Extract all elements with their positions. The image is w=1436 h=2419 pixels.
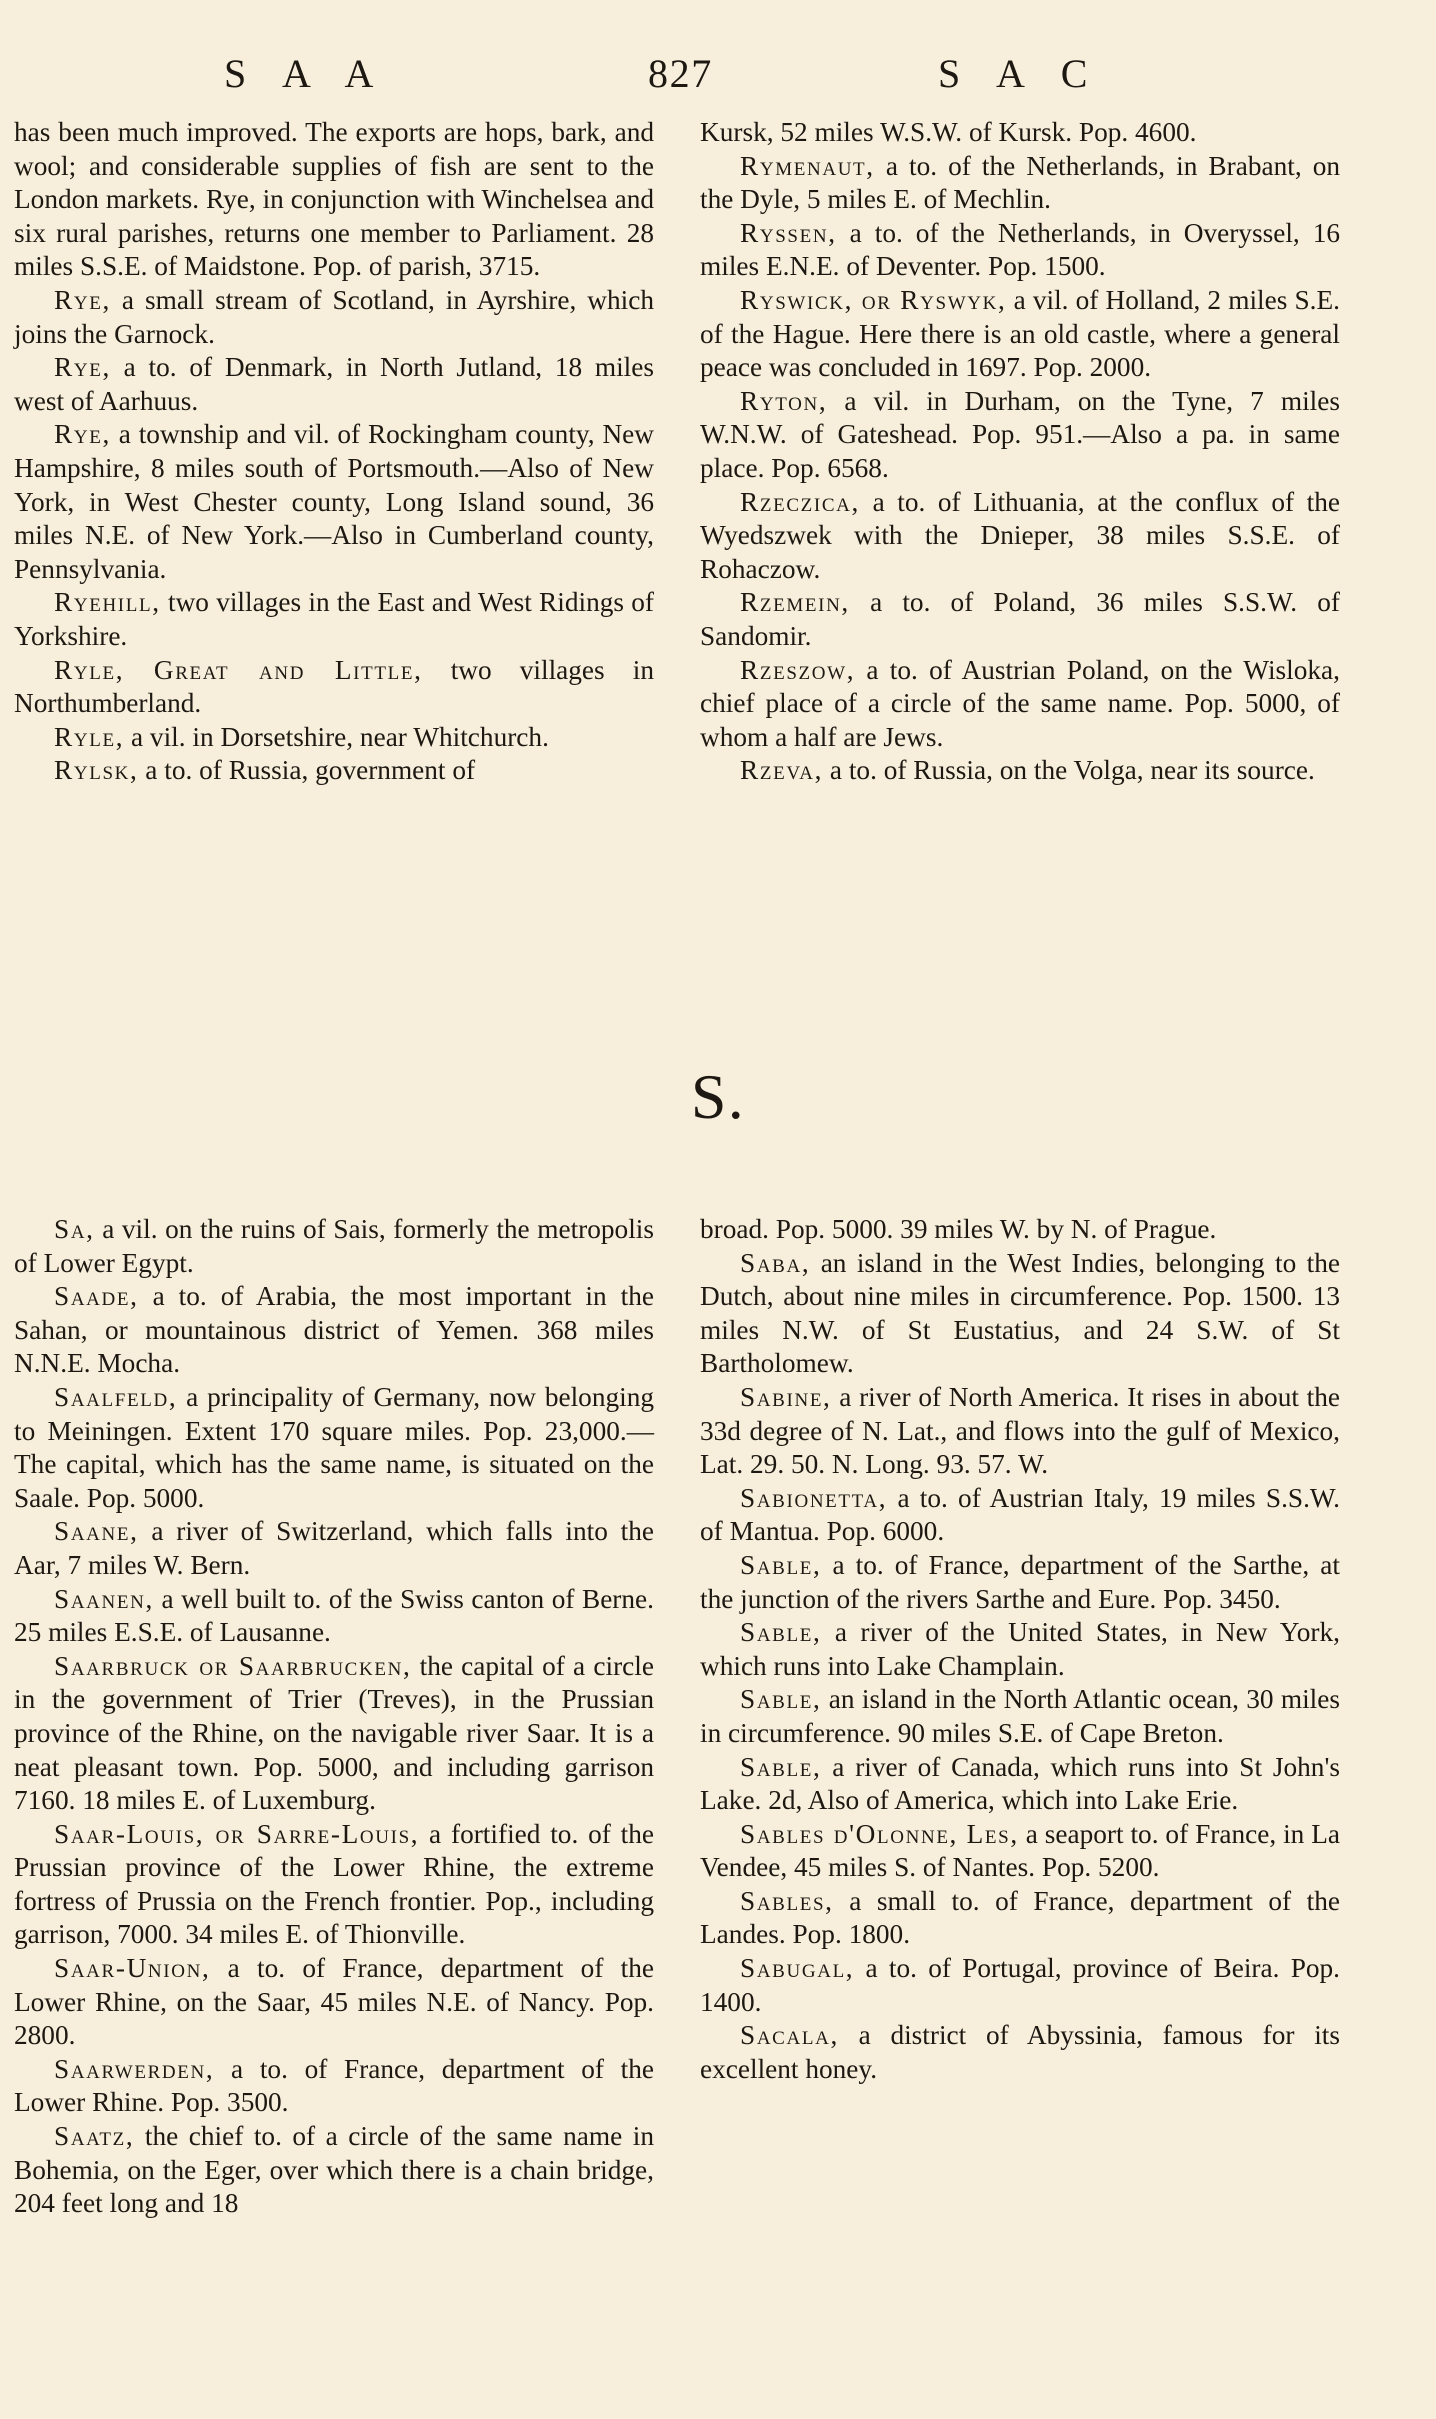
entry-headword: Rylsk, [54,755,139,786]
gazetteer-entry [14,284,654,351]
entry-text: a river of North America. It rises in about the 33d degree of N. Lat., and flows into the gulf of Mexico, Lat. 29. 50. N. Long. 93. 57. W. [700,1381,1340,1480]
entry-text: a vil. in Durham, on the Tyne, 7 miles W.N.W. of Gateshead. Pop. 951.—Also a pa. in same place. Pop. 6568. [700,385,1340,483]
entry-headword: Rzemein, [740,587,850,618]
lower-left-column [14,1213,654,2221]
entry-text: a to. of Austrian Poland, on the Wisloka, chief place of a circle of the same name. Pop. 5000, of whom a half are Jews. [700,654,1340,752]
entry-headword: Ryswick, or Ryswyk, [740,284,1007,315]
entry-text: a to. of Poland, 36 miles S.S.W. of Sandomir. [700,587,1340,651]
gazetteer-entry [700,586,1340,653]
entry-text: a to. of Denmark, in North Jutland, 18 miles west of Aarhuus. [14,352,654,416]
entry-headword: Saba, [740,1247,811,1278]
entry-text: a seaport to. of France, in La Vendee, 45 miles S. of Nantes. Pop. 5200. [700,1818,1340,1883]
entry-text: a vil. in Dorsetshire, near Whitchurch. [124,721,549,752]
entry-headword: Saanen, [54,1583,154,1614]
entry-headword: Rymenaut, [740,150,875,181]
entry-text: a river of the United States, in New York, which runs into Lake Champlain. [700,1617,1340,1681]
entry-headword: Ryssen, [740,217,837,248]
gazetteer-entry [14,654,654,721]
gazetteer-entry [14,1280,654,1381]
page-number: 827 [648,51,713,96]
gazetteer-entry [700,1549,1340,1616]
gazetteer-entry [700,217,1340,284]
gazetteer-entry [14,1213,654,1280]
gazetteer-entry [14,1381,654,1515]
gazetteer-entry [14,1583,654,1650]
entry-text: has been much improved. The exports are hops, bark, and wool; and considerable supplies of fish are sent to the London markets. Rye, in conjunction with Winchelsea and six rural parishes, returns one member to Parliament. 28 miles S.S.E. of Maidstone. Pop. of parish, 3715. [14,117,654,282]
gazetteer-entry [700,1683,1340,1750]
entry-headword: Sabionetta, [740,1482,888,1513]
gazetteer-entry [700,1247,1340,1381]
entry-headword: Saane, [54,1516,139,1547]
entry-text: a to. of Lithuania, at the conflux of the Wyedszwek with the Dnieper, 38 miles S.S.E. of Rohaczow. [700,486,1340,584]
gazetteer-entry [700,1751,1340,1818]
entry-text: the capital of a circle in the government of Trier (Treves), in the Prussian province of the Rhine, on the navigable river Saar. It is a neat pleasant town. Pop. 5000, and including garrison 7160. 18 miles E. of Luxemburg. [14,1650,654,1816]
entry-headword: Sacala, [740,2020,839,2051]
entry-headword: Ryehill, [54,587,161,618]
gazetteer-entry [700,385,1340,486]
entry-text: a vil. of Holland, 2 miles S.E. of the Hague. Here there is an old castle, where a general peace was concluded in 1697. Pop. 2000. [700,284,1340,383]
entry-headword: Sables, [740,1885,834,1916]
entry-headword: Sable, [740,1684,822,1715]
gazetteer-entry [14,1650,654,1818]
entry-headword: Sable, [740,1751,822,1782]
entry-text: a to. of Austrian Italy, 19 miles S.S.W. of Mantua. Pop. 6000. [700,1482,1340,1547]
entry-text: a to. of the Netherlands, in Brabant, on the Dyle, 5 miles E. of Mechlin. [700,150,1340,215]
entry-headword: Ryton, [740,385,828,416]
gazetteer-entry [700,1213,1340,1247]
running-head-left: S A A [224,51,388,96]
upper-right-column [700,116,1340,788]
entry-headword: Saarbruck or Saarbrucken, [54,1650,412,1681]
entry-headword: Ryle, Great and Little, [54,654,423,685]
entry-text: a to. of France, department of the Lower Rhine, on the Saar, 45 miles N.E. of Nancy. Pop. 2800. [14,1953,654,2051]
running-head-right: S A C [938,51,1102,96]
gazetteer-entry [700,1381,1340,1482]
entry-text: two villages in the East and West Ridings of Yorkshire. [14,587,654,651]
entry-text: a fortified to. of the Prussian province of the Lower Rhine, the extreme fortress of Prussia on the French frontier. Pop., including garrison, 7000. 34 miles E. of Thionville. [14,1818,654,1950]
gazetteer-entry [700,754,1340,788]
entry-headword: Saarwerden, [54,2053,215,2084]
entry-headword: Ryle, [54,721,125,752]
entry-headword: Sable, [740,1549,822,1580]
entry-text: an island in the North Atlantic ocean, 30 miles in circumference. 90 miles S.E. of Cape Breton. [700,1684,1340,1748]
gazetteer-entry [14,418,654,586]
entry-text: two villages in Northumberland. [14,654,654,719]
entry-headword: Rzeva, [740,755,824,786]
entry-text: a to. of the Netherlands, in Overyssel, 16 miles E.N.E. of Deventer. Pop. 1500. [700,217,1340,282]
entry-headword: Saatz, [54,2121,135,2152]
gazetteer-entry [700,2019,1340,2086]
entry-text: a district of Abyssinia, famous for its excellent honey. [700,2020,1340,2084]
gazetteer-entry [14,586,654,653]
entry-text: a to. of Russia, on the Volga, near its source. [823,755,1315,786]
entry-text: Kursk, 52 miles W.S.W. of Kursk. Pop. 4600. [700,117,1197,147]
entry-text: broad. Pop. 5000. 39 miles W. by N. of Prague. [700,1214,1217,1244]
entry-text: a river of Switzerland, which falls into the Aar, 7 miles W. Bern. [14,1516,654,1580]
entry-text: a to. of Portugal, province of Beira. Pop. 1400. [700,1953,1340,2017]
gazetteer-entry [700,1616,1340,1683]
entry-headword: Saade, [54,1281,139,1312]
entry-text: a principality of Germany, now belonging to Meiningen. Extent 170 square miles. Pop. 23,000.—The capital, which has the same name, is situated on the Saale. Pop. 5000. [14,1381,654,1513]
entry-text: a to. of France, department of the Lower Rhine. Pop. 3500. [14,2053,654,2118]
entry-headword: Saar-Union, [54,1953,211,1984]
gazetteer-entry [14,1515,654,1582]
gazetteer-entry [700,486,1340,587]
entry-text: a township and vil. of Rockingham county, New Hampshire, 8 miles south of Portsmouth.—Also of New York, in West Chester county, Long Island sound, 36 miles N.E. of New York.—Also in Cumberland county, Pennsylvania. [14,419,654,584]
gazetteer-entry [700,654,1340,755]
gazetteer-entry [14,721,654,755]
gazetteer-entry [14,351,654,418]
entry-headword: Sabine, [740,1381,832,1412]
upper-left-column [14,116,654,788]
entry-text: a small to. of France, department of the Landes. Pop. 1800. [700,1885,1340,1950]
entry-headword: Rzeszow, [740,654,856,685]
entry-text: a vil. on the ruins of Sais, formerly the metropolis of Lower Egypt. [14,1214,654,1278]
gazetteer-entry [14,2053,654,2120]
entry-headword: Rzeczica, [740,486,860,517]
gazetteer-entry [14,116,654,284]
entry-headword: Sables d'Olonne, Les, [740,1818,1019,1849]
entry-text: the chief to. of a circle of the same name in Bohemia, on the Eger, over which there is a chain bridge, 204 feet long and 18 [14,2121,654,2219]
entry-text: a to. of Arabia, the most important in the Sahan, or mountainous district of Yemen. 368 miles N.N.E. Mocha. [14,1281,654,1379]
gazetteer-entry [700,1818,1340,1885]
gazetteer-entry [700,284,1340,385]
entry-headword: Saalfeld, [54,1381,178,1412]
gazetteer-entry [700,150,1340,217]
entry-text: a small stream of Scotland, in Ayrshire, which joins the Garnock. [14,284,654,349]
gazetteer-entry [700,1482,1340,1549]
running-head [0,50,1436,100]
gazetteer-entry [14,1952,654,2053]
gazetteer-entry [700,1952,1340,2019]
entry-headword: Rye, [54,419,111,450]
gazetteer-entry [14,1818,654,1952]
entry-text: a to. of Russia, government of [138,755,476,786]
entry-text: a to. of France, department of the Sarthe, at the junction of the rivers Sarthe and Eure. Pop. 3450. [700,1549,1340,1614]
entry-headword: Saar-Louis, or Sarre-Louis, [54,1818,420,1849]
entry-text: a river of Canada, which runs into St John's Lake. 2d, Also of America, which into Lake Erie. [700,1751,1340,1816]
entry-headword: Sable, [740,1617,822,1648]
entry-text: an island in the West Indies, belonging to the Dutch, about nine miles in circumference. Pop. 1500. 13 miles N.W. of St Eustatius, and 24 S.W. of St Bartholomew. [700,1247,1340,1379]
lower-right-column [700,1213,1340,2086]
entry-headword: Rye, [54,352,111,383]
section-heading: S. [690,1061,746,1132]
entry-text: a well built to. of the Swiss canton of Berne. 25 miles E.S.E. of Lausanne. [14,1583,654,1648]
gazetteer-entry [700,116,1340,150]
entry-headword: Sabugal, [740,1953,855,1984]
gazetteer-entry [14,754,654,788]
entry-headword: Sa, [54,1214,95,1244]
entry-headword: Rye, [54,284,111,315]
gazetteer-entry [14,2120,654,2221]
gazetteer-entry [700,1885,1340,1952]
